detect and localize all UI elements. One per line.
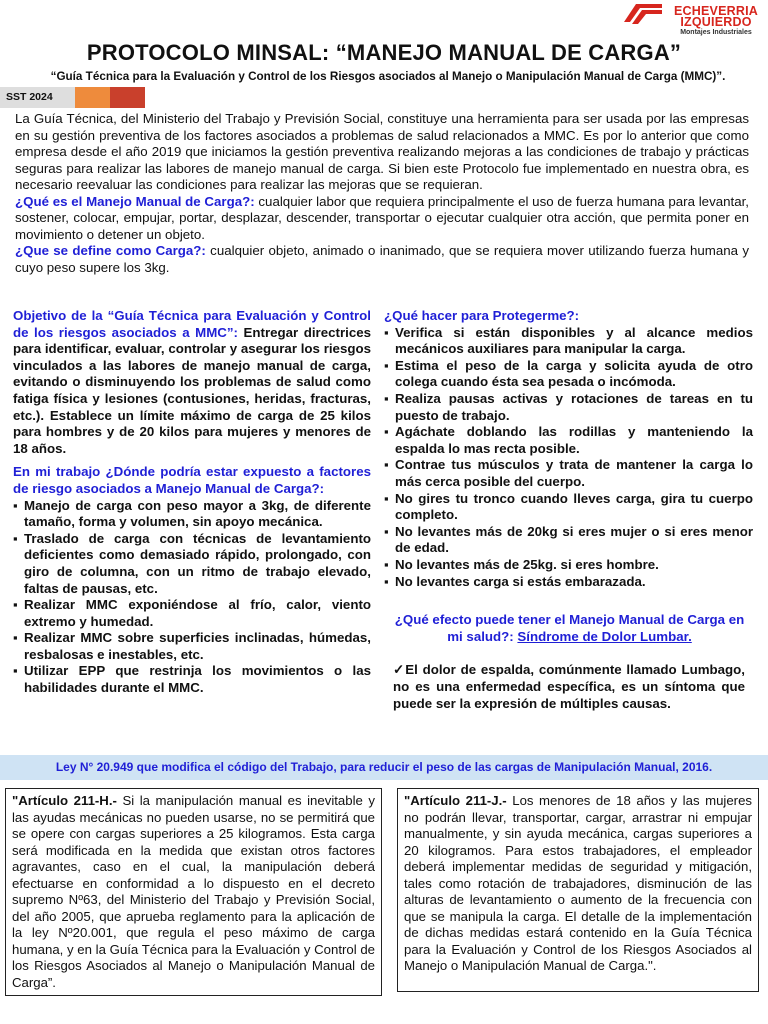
list-item: ▪ Estima el peso de la carga y solicita ayuda de otro colega cuando ésta sea pesada o incómoda. xyxy=(384,358,753,391)
list-item: ▪ Traslado de carga con técnicas de levantamiento deficientes como demasiado rápido, prolongado, con giro de columna, con un ritmo de trabajo elevado, faltas de pausas, etc. xyxy=(13,531,371,597)
check-icon: ✓ xyxy=(393,662,406,677)
question-mmc: ¿Qué es el Manejo Manual de Carga?: xyxy=(15,193,255,209)
intro-paragraph: La Guía Técnica, del Ministerio del Trabajo y Previsión Social, constituye una herramienta para ser usada por las empresas en su gestión preventiva de los factores asociados a problemas de salud relacionados a MMC. Es por lo anterior que como empresa desde el año 2019 que iniciamos la gestión preventiva realizando mejoras a las condiciones de trabajo y prácticas seguras para realizar las labores de manejo manual de carga. Si bien este Protocolo fue implementado en nuestra obra, es necesario reevaluar las condiciones para realizar las mejoras que se requieran. xyxy=(15,111,749,192)
article-211j-text: Los menores de 18 años y las mujeres no podrán llevar, transportar, cargar, arrastrar ni empujar manualmente, y sin ayuda mecánica, cargas superiores a 20 kilogramos. Para estos trabajadores, el empleador deberá implementar medidas de seguridad y mitigación, tales como rotación de trabajadores, disminución de las alturas de levantamiento o aumento de la frecuencia con que se manipula la carga. El detalle de la implementación de dichas medidas estará contenido en la Guía Técnica para la Evaluación y Control de los Riesgos Asociados al Manejo o Manipulación Manual de Carga.". xyxy=(404,793,752,973)
objective-question: Objetivo de la “Guía Técnica para Evaluación y Control de los riesgos asociados a MMC”: xyxy=(13,308,371,340)
list-item: ▪ No levantes más de 25kg. si eres hombre. xyxy=(384,557,753,574)
article-211j-box xyxy=(397,788,759,992)
logo-mark-icon xyxy=(622,2,662,26)
intro-section xyxy=(15,111,749,276)
list-item: ▪ Realizar MMC exponiéndose al frío, calor, viento extremo y humedad. xyxy=(13,597,371,630)
orange-stripe xyxy=(75,87,110,108)
list-item: ▪ Agáchate doblando las rodillas y manteniendo la espalda lo mas recta posible. xyxy=(384,424,753,457)
article-211h-box xyxy=(5,788,382,996)
exposure-question: En mi trabajo ¿Dónde podría estar expuesto a factores de riesgo asociados a Manejo Manual de Carga?: xyxy=(13,464,371,496)
protect-list xyxy=(384,325,753,591)
right-column xyxy=(384,308,753,590)
company-logo xyxy=(622,2,768,42)
logo-line-3: Montajes Industriales xyxy=(680,29,752,36)
article-211j-title: "Artículo 211-J.- xyxy=(404,793,507,808)
logo-line-2: IZQUIERDO xyxy=(680,15,752,29)
question-carga: ¿Que se define como Carga?: xyxy=(15,243,206,258)
list-item: ▪ No levantes más de 20kg si eres mujer o si eres menor de edad. xyxy=(384,524,753,557)
definition-mmc xyxy=(15,194,749,244)
objective-block xyxy=(13,308,371,457)
effect-block xyxy=(393,611,746,645)
effect-question: ¿Qué efecto puede tener el Manejo Manual de Carga en mi salud?: xyxy=(394,612,745,644)
lumbago-note xyxy=(393,661,745,712)
list-item: ▪ Realizar MMC sobre superficies inclinadas, húmedas, resbalosas e inestables, etc. xyxy=(13,630,371,663)
protect-question: ¿Qué hacer para Protegerme?: xyxy=(384,308,580,323)
list-item: ▪ Manejo de carga con peso mayor a 3kg, de diferente tamaño, forma y volumen, sin apoyo mecánica. xyxy=(13,498,371,531)
article-211h-title: "Artículo 211-H.- xyxy=(12,793,117,808)
list-item: ▪ No gires tu tronco cuando lleves carga, gira tu cuerpo completo. xyxy=(384,491,753,524)
list-item: ▪ Utilizar EPP que restrinja los movimientos o las habilidades durante el MMC. xyxy=(13,663,371,696)
lumbago-text: El dolor de espalda, comúnmente llamado Lumbago, no es una enfermedad específica, es un síntoma que puede ser la expresión de múltiples causas. xyxy=(393,662,745,711)
list-item: ▪ Contrae tus músculos y trata de mantener la carga lo más cerca posible del cuerpo. xyxy=(384,457,753,490)
badge-bar xyxy=(0,87,145,108)
logo-line-1: ECHEVERRIA xyxy=(674,4,758,18)
left-column xyxy=(13,308,371,697)
definition-carga xyxy=(15,243,749,276)
exposure-list xyxy=(13,498,371,697)
list-item: ▪ No levantes carga si estás embarazada. xyxy=(384,574,753,591)
page-subtitle: “Guía Técnica para la Evaluación y Control de los Riesgos asociados al Manejo o Manipulación Manual de Carga (MMC)”. xyxy=(50,70,726,83)
answer-carga: cualquier objeto, animado o inanimado, que se requiera mover utilizando fuerza humana y cuyo peso supere los 3kg. xyxy=(15,243,749,275)
list-item: ▪ Realiza pausas activas y rotaciones de tareas en tu puesto de trabajo. xyxy=(384,391,753,424)
sst-badge: SST 2024 xyxy=(0,87,75,108)
page-title: PROTOCOLO MINSAL: “MANEJO MANUAL DE CARGA” xyxy=(86,40,682,65)
list-item: ▪ Verifica si están disponibles y al alcance medios mecánicos auxiliares para manipular la carga. xyxy=(384,325,753,358)
red-stripe xyxy=(110,87,145,108)
article-211h-text: Si la manipulación manual es inevitable y las ayudas mecánicas no pueden usarse, no se permitirá que se opere con cargas superiores a 25 kilogramos. Esta carga será modificada en la medida que existan otros factores agravantes, caso en el cual, la manipulación deberá efectuarse en conformidad a lo dispuesto en el decreto supremo Nº63, del Ministerio del Trabajo y Previsión Social, del año 2005, que aprueba reglamento para la aplicación de la ley Nº20.001, que regula el peso máximo de carga humana, y en la Guía Técnica para la Evaluación y Control de los Riesgos Asociados al Manejo o Manipulación Manual de Carga”. xyxy=(12,793,376,990)
objective-answer: Entregar directrices para identificar, evaluar, controlar y asegurar los riesgos vinculados a las labores de manejo manual de carga, evitando o disminuyendo los problemas de salud como fatiga física y lesiones (contusiones, heridas, fracturas, etc.). Establece un límite máximo de carga de 25 kilos para hombres y de 20 kilos para mujeres y menores de 18 años. xyxy=(13,324,372,456)
answer-mmc: cualquier labor que requiera principalmente el uso de fuerza humana para levantar, sostener, colocar, empujar, portar, desplazar, descender, transportar o ejecutar cualquier otra acción, que permita poner en movimiento o detener un objeto. xyxy=(15,193,749,242)
effect-answer: Síndrome de Dolor Lumbar. xyxy=(517,629,692,644)
law-banner: Ley N° 20.949 que modifica el código del Trabajo, para reducir el peso de las cargas de Manipulación Manual, 2016. xyxy=(0,755,768,780)
